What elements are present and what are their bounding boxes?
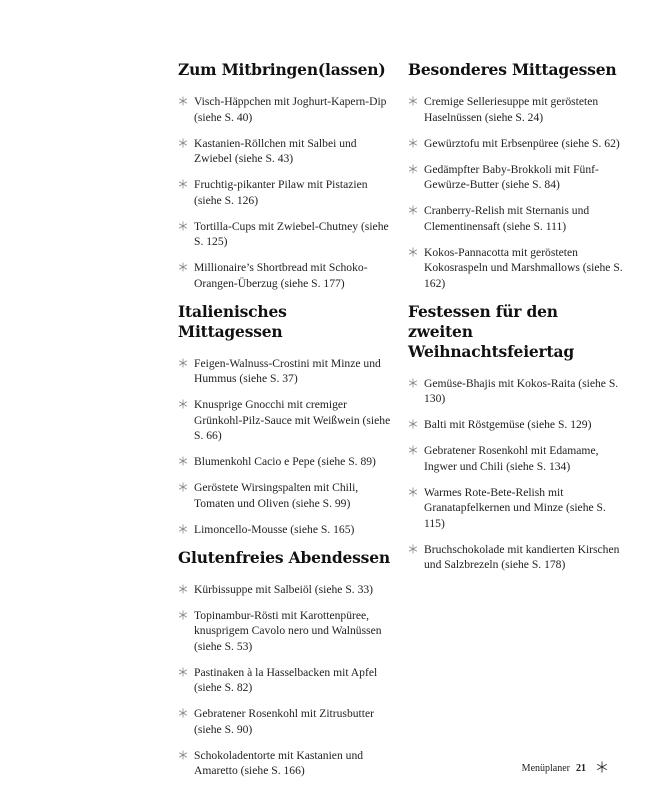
snowflake-icon bbox=[596, 761, 608, 776]
menu-item bbox=[408, 245, 623, 292]
menu-item bbox=[408, 542, 623, 573]
snowflake-icon bbox=[178, 221, 188, 231]
menu-item bbox=[408, 443, 623, 474]
section-title: Glutenfreies Abendessen bbox=[178, 547, 390, 567]
right-column bbox=[408, 60, 623, 583]
snowflake-icon bbox=[178, 584, 188, 594]
menu-item bbox=[178, 219, 393, 250]
menu-item bbox=[408, 136, 623, 152]
snowflake-icon bbox=[178, 482, 188, 492]
menu-item bbox=[178, 260, 393, 291]
menu-item bbox=[408, 162, 623, 193]
menu-item-text: Balti mit Röstgemüse (siehe S. 129) bbox=[424, 418, 592, 431]
menu-list bbox=[178, 582, 393, 779]
menu-item bbox=[178, 397, 393, 444]
snowflake-icon bbox=[178, 138, 188, 148]
snowflake-icon bbox=[178, 358, 188, 368]
menu-item-text: Kürbissuppe mit Salbeiöl (siehe S. 33) bbox=[194, 582, 374, 596]
snowflake-icon bbox=[178, 456, 188, 466]
menu-item bbox=[408, 376, 623, 407]
menu-item-text: Warmes Rote-Bete-Relish mit Granatapfelkernen und Minze (siehe S. 115) bbox=[424, 485, 606, 530]
menu-item bbox=[178, 480, 393, 511]
menu-item-text: Bruchschokolade mit kandierten Kirschen und Salzbrezeln (siehe S. 178) bbox=[424, 542, 620, 571]
menu-item-text: Gedämpfter Baby-Brokkoli mit Fünf-Gewürze-Butter (siehe S. 84) bbox=[424, 162, 599, 191]
menu-list bbox=[408, 376, 623, 573]
menu-item bbox=[408, 485, 623, 532]
menu-item bbox=[178, 94, 393, 125]
snowflake-icon bbox=[408, 487, 418, 497]
menu-item bbox=[178, 454, 393, 470]
section-title: Festessen für den zweiten Weihnachtsfeiertag bbox=[408, 301, 574, 361]
page-footer bbox=[522, 761, 608, 776]
page-number: 21 bbox=[576, 763, 586, 774]
snowflake-icon bbox=[178, 610, 188, 620]
snowflake-icon bbox=[408, 445, 418, 455]
menu-item-text: Geröstete Wirsingspalten mit Chili, Tomaten und Oliven (siehe S. 99) bbox=[194, 481, 359, 510]
snowflake-icon bbox=[178, 96, 188, 106]
snowflake-icon bbox=[408, 544, 418, 554]
snowflake-icon bbox=[408, 419, 418, 429]
snowflake-icon bbox=[408, 205, 418, 215]
menu-item-text: Gewürztofu mit Erbsenpüree (siehe S. 62) bbox=[424, 136, 620, 150]
menu-section bbox=[408, 60, 623, 291]
section-title: Italienisches Mittagessen bbox=[178, 301, 287, 341]
menu-section bbox=[178, 60, 393, 291]
footer-label: Menüplaner bbox=[521, 763, 570, 774]
menu-item-text: Gebratener Rosenkohl mit Zitrusbutter (siehe S. 90) bbox=[194, 707, 374, 736]
menu-item bbox=[178, 665, 393, 696]
menu-item-text: Cranberry-Relish mit Sternanis und Clementinensaft (siehe S. 111) bbox=[424, 204, 590, 233]
menu-item-text: Topinambur-Rösti mit Karottenpüree, knusprigem Cavolo nero und Walnüssen (siehe S. 53) bbox=[194, 608, 382, 653]
menu-item bbox=[178, 522, 393, 538]
menu-item bbox=[408, 203, 623, 234]
snowflake-icon bbox=[408, 164, 418, 174]
menu-item-text: Millionaire’s Shortbread mit Schoko-Orangen-Überzug (siehe S. 177) bbox=[194, 261, 368, 290]
menu-item-text: Cremige Selleriesuppe mit gerösteten Haselnüssen (siehe S. 24) bbox=[424, 95, 599, 124]
menu-section bbox=[178, 302, 393, 538]
section-title: Zum Mitbringen(lassen) bbox=[178, 60, 386, 79]
menu-item-text: Schokoladentorte mit Kastanien und Amaretto (siehe S. 166) bbox=[194, 748, 364, 777]
snowflake-icon bbox=[178, 179, 188, 189]
menu-item-text: Limoncello-Mousse (siehe S. 165) bbox=[194, 522, 355, 536]
menu-item bbox=[178, 582, 393, 598]
snowflake-icon bbox=[178, 262, 188, 272]
snowflake-icon bbox=[178, 524, 188, 534]
menu-item-text: Kastanien-Röllchen mit Salbei und Zwiebel (siehe S. 43) bbox=[194, 136, 357, 165]
snowflake-icon bbox=[408, 138, 418, 148]
menu-item bbox=[178, 748, 393, 779]
menu-item bbox=[408, 94, 623, 125]
menu-item-text: Knusprige Gnocchi mit cremiger Grünkohl-Pilz-Sauce mit Weißwein (siehe S. 66) bbox=[194, 398, 391, 442]
section-title: Besonderes Mittagessen bbox=[408, 60, 617, 79]
menu-item bbox=[178, 608, 393, 655]
snowflake-icon bbox=[408, 247, 418, 257]
menu-item bbox=[178, 706, 393, 737]
menu-item-text: Fruchtig-pikanter Pilaw mit Pistazien (siehe S. 126) bbox=[194, 178, 368, 207]
snowflake-icon bbox=[178, 399, 188, 409]
menu-item-text: Gemüse-Bhajis mit Kokos-Raita (siehe S. 130) bbox=[424, 376, 619, 405]
menu-item-text: Tortilla-Cups mit Zwiebel-Chutney (siehe S. 125) bbox=[194, 219, 389, 248]
menu-item bbox=[408, 417, 623, 433]
menu-item-text: Pastinaken à la Hasselbacken mit Apfel (siehe S. 82) bbox=[194, 665, 378, 694]
menu-item bbox=[178, 356, 393, 387]
snowflake-icon bbox=[408, 378, 418, 388]
menu-list bbox=[178, 94, 393, 291]
snowflake-icon bbox=[408, 96, 418, 106]
menu-list bbox=[408, 94, 623, 291]
left-column bbox=[178, 60, 393, 789]
menu-item-text: Blumenkohl Cacio e Pepe (siehe S. 89) bbox=[194, 455, 376, 468]
menu-item-text: Kokos-Pannacotta mit gerösteten Kokosraspeln und Marshmallows (siehe S. 162) bbox=[424, 245, 623, 290]
menu-list bbox=[178, 356, 393, 538]
snowflake-icon bbox=[178, 750, 188, 760]
menu-item-text: Gebratener Rosenkohl mit Edamame, Ingwer und Chili (siehe S. 134) bbox=[424, 444, 599, 473]
menu-item bbox=[178, 177, 393, 208]
snowflake-icon bbox=[178, 708, 188, 718]
menu-item-text: Visch-Häppchen mit Joghurt-Kapern-Dip (siehe S. 40) bbox=[194, 95, 387, 124]
menu-section bbox=[178, 548, 393, 779]
menu-section bbox=[408, 302, 623, 573]
snowflake-icon bbox=[178, 667, 188, 677]
menu-item-text: Feigen-Walnuss-Crostini mit Minze und Hummus (siehe S. 37) bbox=[194, 356, 381, 385]
menu-item bbox=[178, 136, 393, 167]
